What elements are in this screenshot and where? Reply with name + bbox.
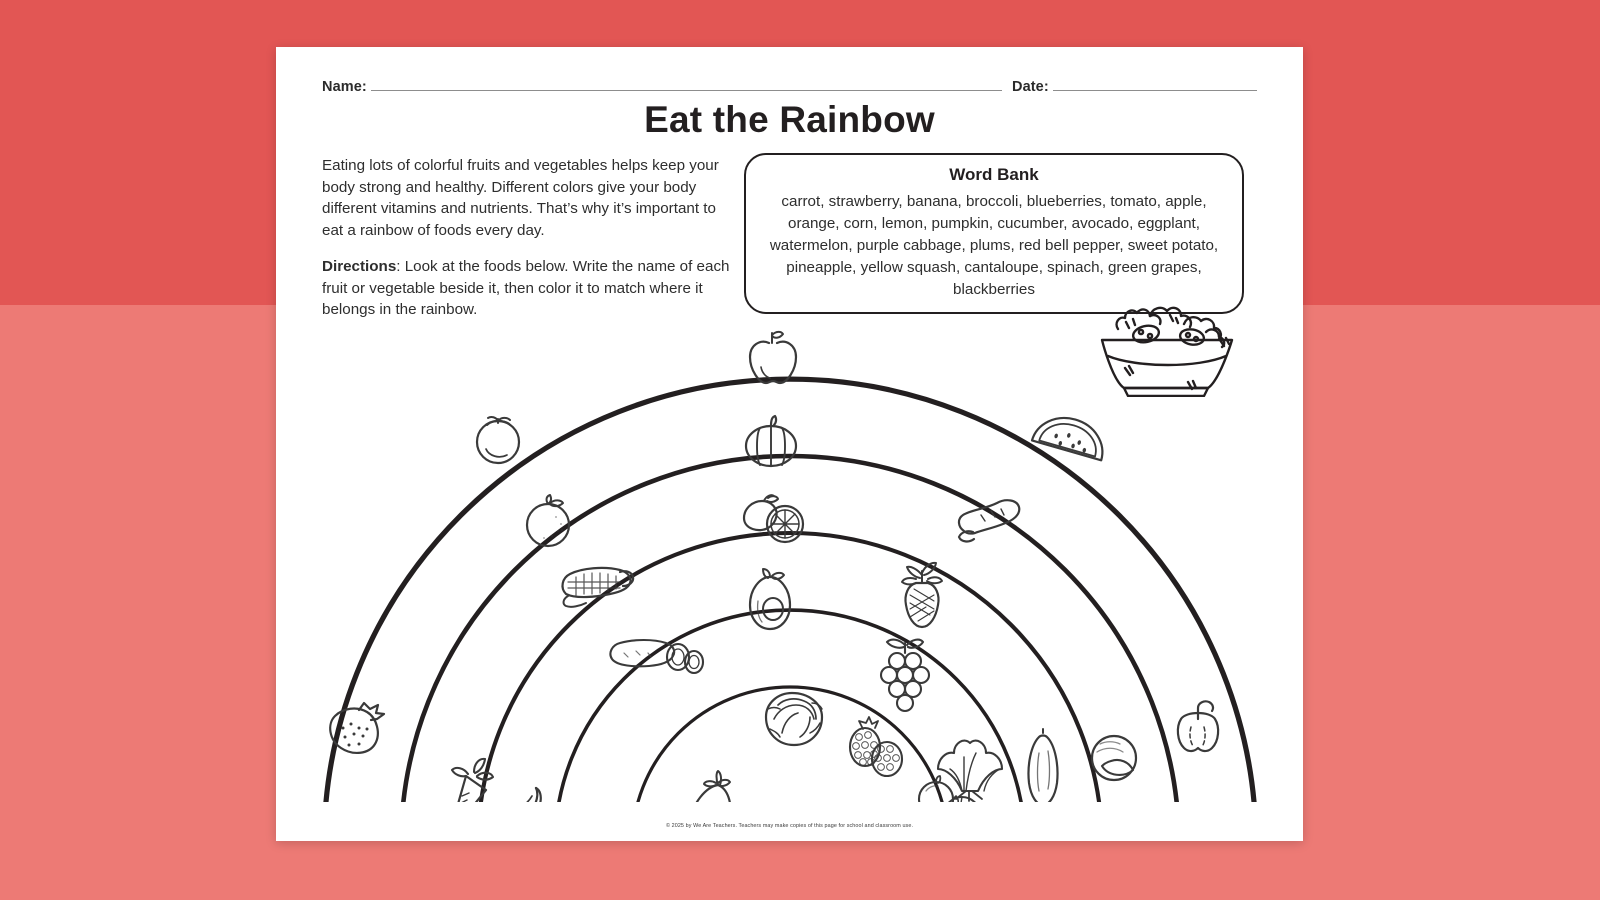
food-red-bell-pepper bbox=[1178, 701, 1218, 751]
word-bank-title: Word Bank bbox=[949, 165, 1039, 184]
page-title: Eat the Rainbow bbox=[644, 99, 935, 140]
name-label: Name: bbox=[322, 79, 367, 95]
food-banana bbox=[495, 788, 541, 802]
worksheet-header bbox=[322, 77, 1257, 99]
directions-text: : Look at the foods below. Write the name of each fruit or vegetable beside it, then color it to match where it belongs in the rainbow. bbox=[322, 257, 730, 319]
food-purple-cabbage bbox=[766, 693, 822, 745]
food-tomato bbox=[477, 417, 519, 463]
worksheet-page bbox=[276, 47, 1303, 841]
arc-orange bbox=[401, 456, 1179, 802]
food-sweet-potato bbox=[959, 500, 1019, 541]
word-bank-words: carrot, strawberry, banana, broccoli, blueberries, tomato, apple, orange, corn, lemon, pumpkin, cucumber, avocado, eggplant, watermelon, purple cabbage, plums, red bell pepper, sweet potato, pineapple, yellow squash, cantaloupe, spinach, green grapes, blackberries bbox=[769, 193, 1219, 298]
food-cantaloupe bbox=[1092, 736, 1136, 780]
rainbow-diagram bbox=[276, 297, 1303, 802]
food-yellow-squash bbox=[1028, 729, 1057, 802]
date-label: Date: bbox=[1012, 79, 1049, 95]
food-avocado bbox=[750, 569, 790, 629]
copyright-footer: © 2025 by We Are Teachers. Teachers may make copies of this page for school and classroom use. bbox=[665, 823, 914, 829]
name-write-line[interactable] bbox=[371, 77, 1002, 91]
date-write-line[interactable] bbox=[1053, 77, 1257, 91]
food-cucumber bbox=[610, 640, 703, 673]
food-apple bbox=[750, 332, 796, 383]
arc-red bbox=[324, 379, 1256, 802]
food-plums bbox=[919, 776, 980, 802]
food-spinach bbox=[938, 741, 1002, 801]
food-eggplant bbox=[690, 771, 731, 802]
date-field-row bbox=[1012, 77, 1257, 95]
name-field-row bbox=[322, 77, 1002, 95]
directions-label: Directions bbox=[322, 257, 397, 275]
food-pineapple bbox=[902, 563, 942, 627]
intro-paragraph: Eating lots of colorful fruits and vegetables helps keep your body strong and healthy. Different colors give your body different vitamins and nutrients. That’s why it’s important to eat a rainbow of foods every day. bbox=[322, 157, 719, 240]
